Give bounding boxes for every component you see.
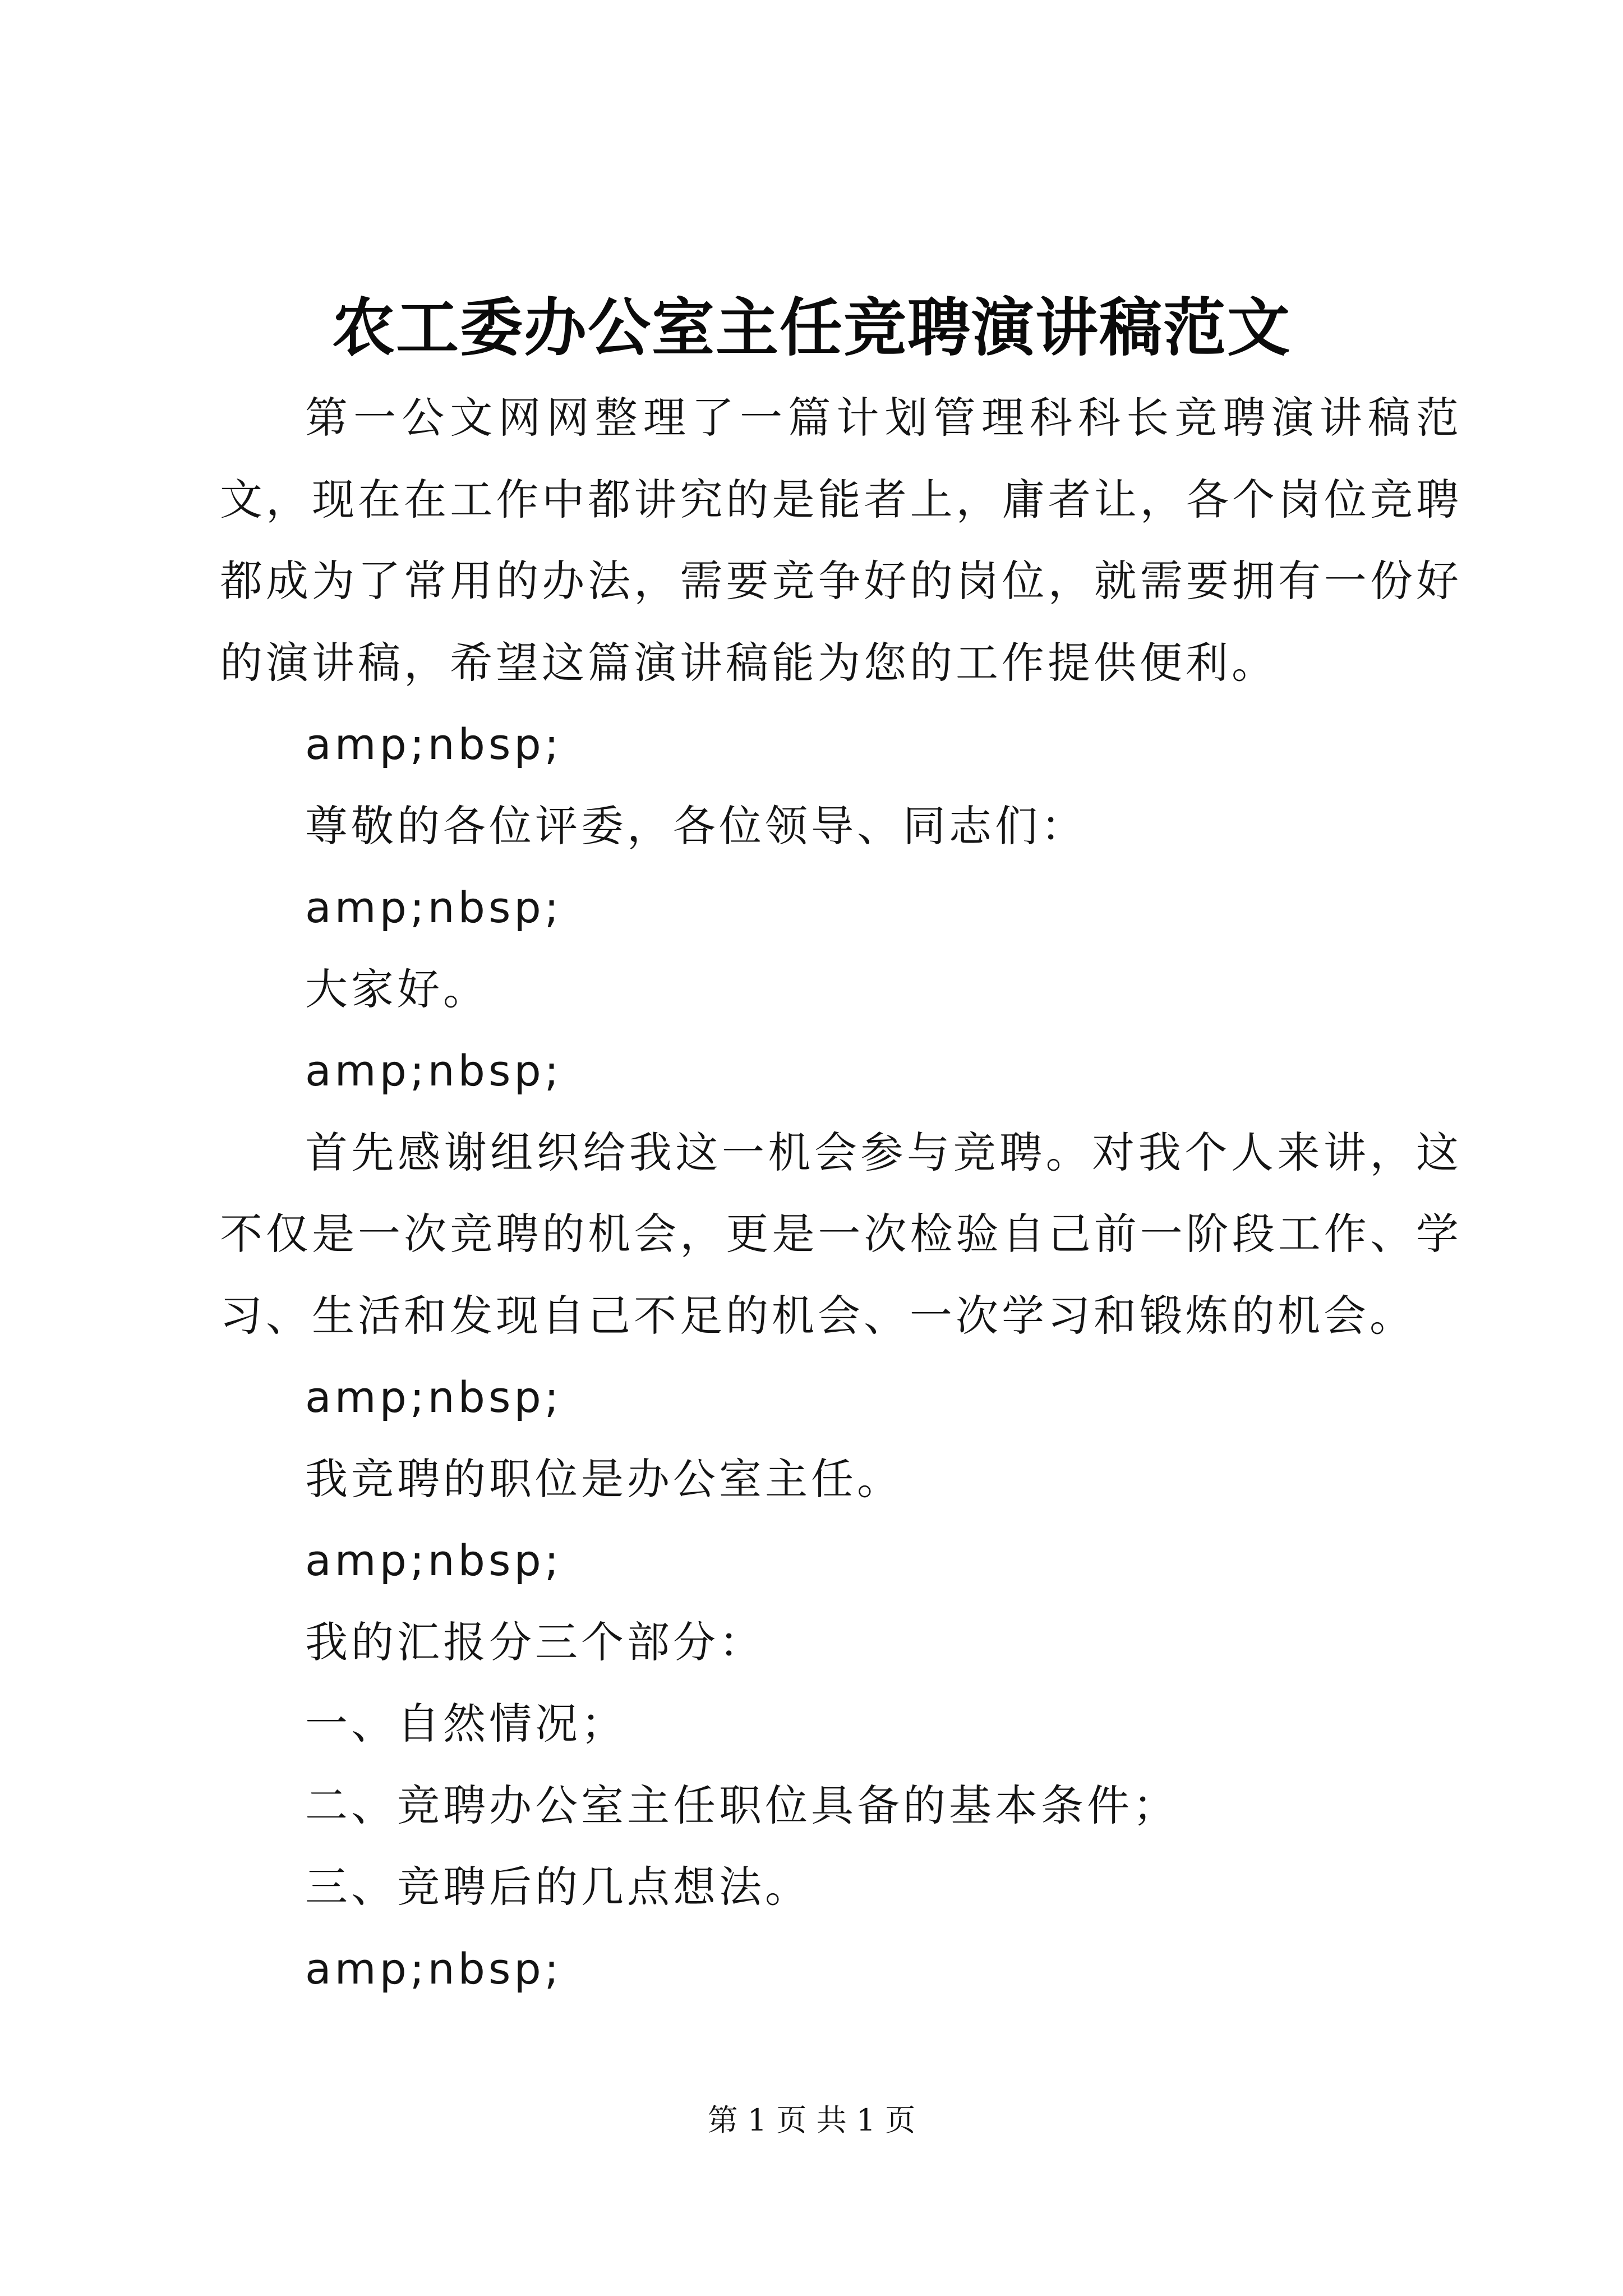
paragraph-report-intro: 我的汇报分三个部分： (305, 1617, 765, 1667)
paragraph-salutation: 尊敬的各位评委，各位领导、同志们： (305, 800, 1087, 851)
paragraph-nbsp: amp;nbsp; (305, 1943, 562, 1994)
document-title: 农工委办公室主任竞聘演讲稿范文 (332, 291, 1291, 365)
paragraph-nbsp: amp;nbsp; (305, 719, 562, 769)
page-footer: 第 1 页 共 1 页 (707, 2102, 916, 2138)
paragraph-thanks: 首先感谢组织给我这一机会参与竞聘。对我个人来讲，这不仅是一次竞聘的机会，更是一次检验自己前一阶段工作、学习、生活和发现自己不足的机会、一次学习和锻炼的机会。 (220, 1127, 1462, 1341)
paragraph-greeting: 大家好。 (305, 964, 489, 1014)
document-body (220, 377, 1462, 2009)
paragraph-nbsp: amp;nbsp; (305, 1046, 562, 1096)
paragraph-item-one: 一、自然情况； (305, 1699, 627, 1749)
paragraph-item-three: 三、竞聘后的几点想法。 (305, 1862, 811, 1912)
paragraph-item-two: 二、竞聘办公室主任职位具备的基本条件； (305, 1780, 1179, 1830)
paragraph-nbsp: amp;nbsp; (305, 882, 562, 932)
paragraph-nbsp: amp;nbsp; (305, 1372, 562, 1422)
paragraph-nbsp: amp;nbsp; (305, 1535, 562, 1585)
paragraph-intro: 第一公文网网整理了一篇计划管理科科长竞聘演讲稿范文，现在在工作中都讲究的是能者上，庸者让，各个岗位竞聘都成为了常用的办法，需要竞争好的岗位，就需要拥有一份好的演讲稿，希望这篇演讲稿能为您的工作提供便利。 (220, 393, 1462, 688)
paragraph-position: 我竞聘的职位是办公室主任。 (305, 1453, 903, 1504)
